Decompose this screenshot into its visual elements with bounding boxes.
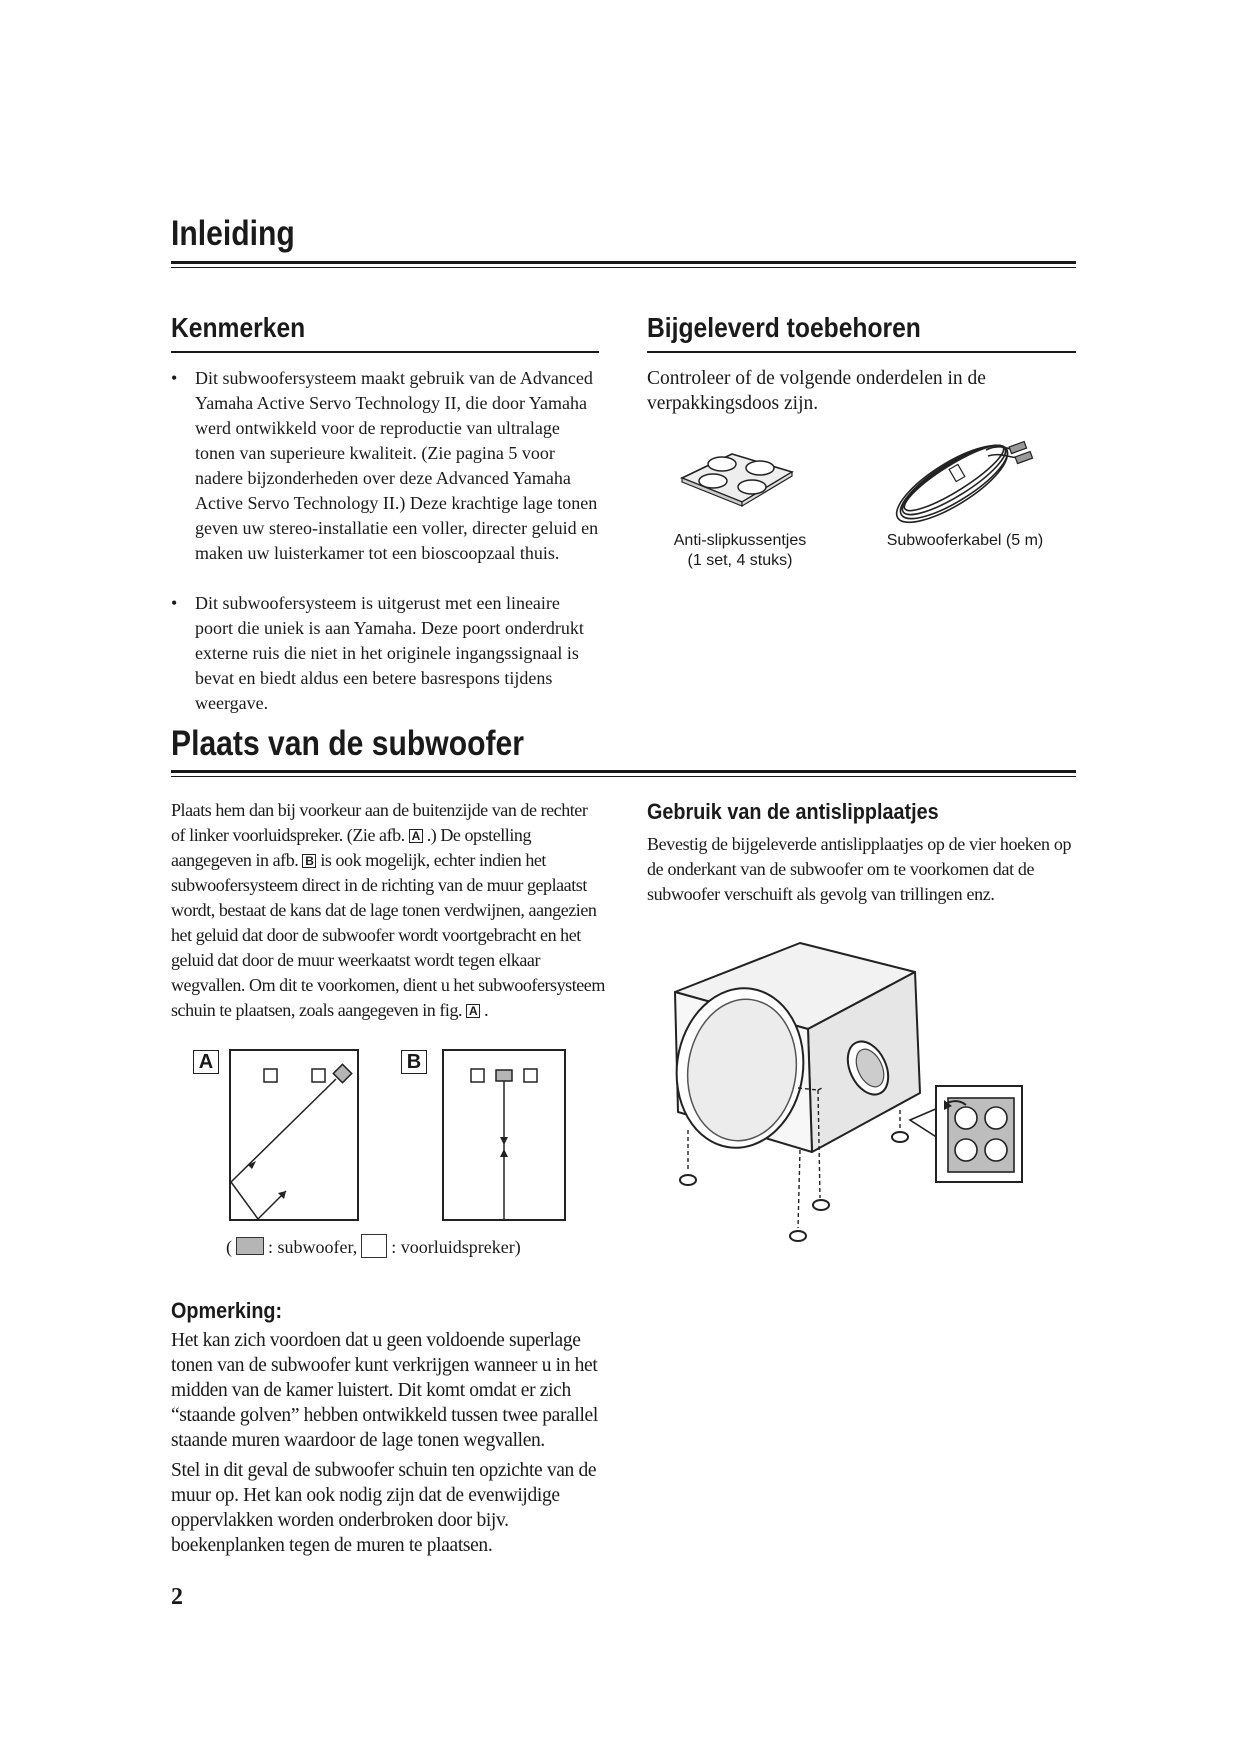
front-speaker-right — [312, 1069, 325, 1082]
front-speaker-left — [471, 1069, 484, 1082]
caption-line: (1 set, 4 stuks) — [687, 552, 793, 569]
note-heading: Opmerking: — [171, 1298, 283, 1323]
accessories-heading: Bijgeleverd toebehoren — [647, 312, 921, 343]
anti-slip-pads-icon — [680, 448, 800, 508]
title-rule — [171, 261, 1076, 264]
caption-line: Anti-slipkussentjes — [673, 532, 807, 549]
antislip-paragraph: Bevestig de bijgeleverde antislipplaatjes op de vier hoeken op de onderkant van de subwoofer om te voorkomen dat de subwoofer verschuift als gevolg van trillingen enz. — [647, 834, 1072, 904]
placement-rule — [171, 770, 1076, 773]
note-paragraph-1: Het kan zich voordoen dat u geen voldoende superlage tonen van de subwoofer kunt verkrijgen wanneer u in het midden van de kamer luistert. Dit komt omdat er zich “staande golven” hebben ontwikkeld tussen twee parallel staande muren waardoor de lage tonen wegvallen. — [171, 1330, 598, 1451]
title-rule-thin — [171, 267, 1076, 268]
fig-ref-b: B — [302, 854, 316, 868]
caption-line: Subwooferkabel (5 m) — [886, 532, 1044, 549]
note-paragraph-2: Stel in dit geval de subwoofer schuin ten opzichte van de muur op. Het kan ook nodig zijn dat de evenwijdige oppervlakken worden onderbroken door bijv. boekenplanken tegen de muren te plaatsen. — [171, 1460, 597, 1556]
accessory-caption-cable — [870, 531, 1060, 551]
feature-bullet: • Dit subwoofersysteem is uitgerust met een lineaire poort die uniek is aan Yamaha. Deze poort onderdrukt externe ruis die niet in het originele ingangssignaal is bevat en biedt aldus een betere basrespons tijdens weergave. — [171, 591, 601, 716]
features-list — [171, 366, 601, 741]
subwoofer-cable-icon — [880, 424, 1040, 530]
legend-text: : subwoofer, — [268, 1237, 358, 1257]
figure-b-room-diagram — [441, 1047, 569, 1223]
figure-a-label: A — [193, 1050, 219, 1074]
accessory-caption-pads — [640, 531, 840, 571]
antislip-heading: Gebruik van de antislipplaatjes — [647, 799, 939, 824]
features-heading: Kenmerken — [171, 312, 306, 343]
placement-text: is ook mogelijk, echter indien het subwoofersysteem direct in de richting van de muur geplaatst wordt, bestaat de kans dat de lage tonen verdwijnen, aangezien het geluid dat door de subwoofer wordt voortgebracht en het geluid dat door de muur weerkaatst wordt tegen elkaar wegvallen. Om dit te voorkomen, dient u het subwoofersysteem schuin te plaatsen, zoals aangegeven in fig. — [171, 850, 605, 1020]
feature-bullet: • Dit subwoofersysteem maakt gebruik van de Advanced Yamaha Active Servo Technology II, die door Yamaha werd ontwikkeld voor de reproductie van ultralage tonen van superieure kwaliteit. (Zie pagina 5 voor nadere bijzonderheden over deze Advanced Yamaha Active Servo Technology II.) Deze krachtige lage tonen geven uw stereo-installatie een voller, directer geluid en maken uw luisterkamer tot een bioscoopzaal thuis. — [171, 366, 601, 566]
fig-ref-a: A — [466, 1004, 480, 1018]
legend-text: : voorluidspreker) — [391, 1237, 521, 1257]
placement-text: .) De opstelling aangegeven in afb. — [171, 825, 531, 870]
front-speaker-left — [264, 1069, 277, 1082]
legend-subwoofer-swatch — [236, 1237, 264, 1255]
placement-text: Plaats hem dan bij voorkeur aan de buitenzijde van de rechter of linker voorluidspreker. (Zie afb. — [171, 800, 588, 845]
accessories-intro: Controleer of de volgende onderdelen in de verpakkingsdoos zijn. — [647, 368, 986, 414]
front-speaker-right — [524, 1069, 537, 1082]
legend-speaker-swatch — [361, 1234, 387, 1258]
legend-text: ( — [226, 1237, 232, 1257]
placement-text: . — [484, 1000, 489, 1020]
subwoofer-illustration — [670, 940, 1040, 1250]
figure-b-label: B — [401, 1050, 427, 1074]
placement-rule-thin — [171, 776, 1076, 777]
features-rule — [171, 351, 599, 353]
placement-title: Plaats van de subwoofer — [171, 724, 524, 763]
figure-a-room-diagram — [228, 1047, 362, 1223]
figure-legend — [226, 1234, 521, 1259]
page-number: 2 — [171, 1584, 183, 1610]
fig-ref-a: A — [409, 829, 423, 843]
page-title: Inleiding — [171, 214, 295, 253]
subwoofer-marker — [496, 1070, 512, 1081]
accessories-rule — [647, 351, 1076, 353]
placement-paragraph — [171, 798, 605, 1023]
